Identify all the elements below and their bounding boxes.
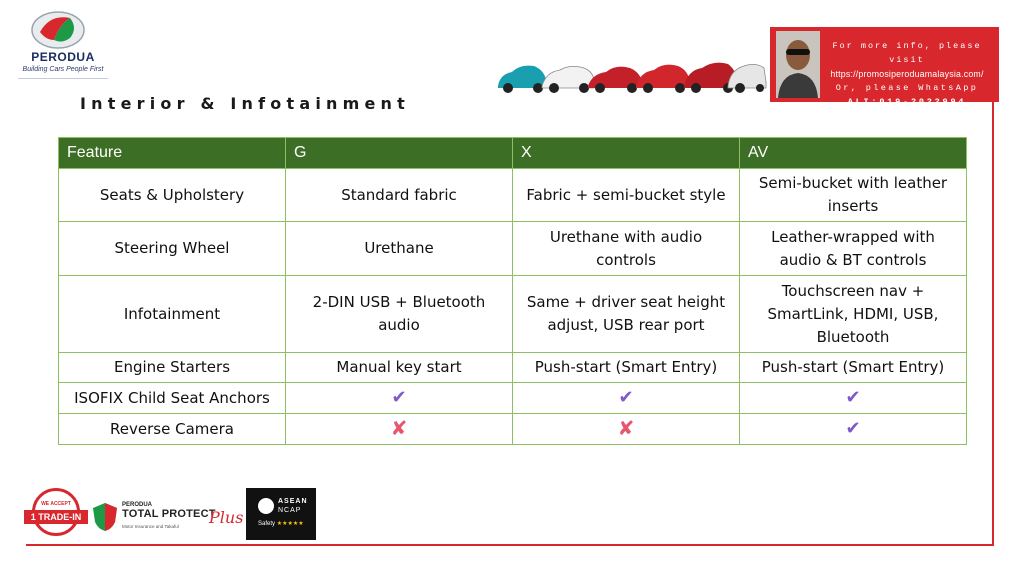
g-cell [286,414,513,445]
star-rating-icon: ★★★★★ [276,521,304,527]
logo-divider [18,78,108,79]
feature-cell: Infotainment [59,276,286,353]
table-row [59,222,967,276]
brand-tagline: Building Cars People First [22,66,104,73]
check-icon: ✔ [845,418,861,439]
shield-icon [92,502,118,532]
promo-line-whatsapp: Or, please WhatsApp [835,83,979,93]
promo-phone-number[interactable]: ALI:019-2022994 [847,97,967,107]
frame-line-right [992,102,994,546]
ncap-safety-label: Safety [258,521,276,527]
car-red-1 [588,67,642,93]
trade-in-badge [24,488,88,540]
g-cell [286,383,513,414]
feature-cell: Engine Starters [59,353,286,383]
x-cell: Same + driver seat height adjust, USB rear port [513,276,740,353]
promo-line-visit: For more info, please visit [832,41,982,65]
x-cell [513,383,740,414]
total-protect-label: TOTAL PROTECT [122,508,216,520]
total-protect-badge [92,502,252,538]
car-teal [498,66,546,93]
feature-cell: ISOFIX Child Seat Anchors [59,383,286,414]
car-lineup-image [496,56,768,96]
check-icon: ✔ [391,387,407,408]
av-cell: Semi-bucket with leather inserts [740,169,967,222]
trade-in-top-text: WE ACCEPT [41,501,71,507]
ncap-safety [258,520,304,527]
cross-icon: ✘ [617,415,635,440]
g-cell: Manual key start [286,353,513,383]
feature-cell: Steering Wheel [59,222,286,276]
ncap-asean: ASEAN [278,498,308,505]
page-title: Interior & Infotainment [80,94,410,113]
table-row [59,414,967,445]
spec-table [58,137,967,445]
total-protect-sub: Motor Insurance and Takaful [122,524,179,529]
header-av: AV [740,138,967,169]
header-g: G [286,138,513,169]
av-cell: Push-start (Smart Entry) [740,353,967,383]
av-cell: Leather-wrapped with audio & BT controls [740,222,967,276]
footer-badges [20,484,320,542]
check-icon: ✔ [618,387,634,408]
frame-line-bottom [26,544,994,546]
table-row [59,276,967,353]
g-cell: Urethane [286,222,513,276]
contact-promo-banner [770,27,999,107]
g-cell: 2-DIN USB + Bluetooth audio [286,276,513,353]
ncap-ncap: NCAP [278,507,302,514]
header-x: X [513,138,740,169]
x-cell: Push-start (Smart Entry) [513,353,740,383]
table-row [59,353,967,383]
feature-cell: Seats & Upholstery [59,169,286,222]
feature-cell: Reverse Camera [59,414,286,445]
ncap-circle-icon [258,498,274,514]
cross-icon: ✘ [390,415,408,440]
brand-name: PERODUA [31,50,95,64]
x-cell [513,414,740,445]
av-cell [740,414,967,445]
table-row [59,383,967,414]
total-protect-plus: Plus [209,508,244,527]
g-cell: Standard fabric [286,169,513,222]
x-cell: Fabric + semi-bucket style [513,169,740,222]
x-cell: Urethane with audio controls [513,222,740,276]
perodua-emblem-icon [30,10,86,50]
header-feature: Feature [59,138,286,169]
trade-in-label: 1 TRADE-IN [24,510,88,524]
av-cell: Touchscreen nav + SmartLink, HDMI, USB, Bluetooth [740,276,967,353]
total-protect-brand: PERODUA [122,502,153,508]
perodua-logo [14,8,109,86]
table-row [59,169,967,222]
asean-ncap-badge [246,488,316,540]
car-red-2 [636,65,690,93]
promo-website-link[interactable]: https://promosiperoduamalaysia.com/ [830,69,984,79]
av-cell [740,383,967,414]
table-header-row [59,138,967,169]
agent-avatar [776,31,820,98]
car-white [542,66,594,93]
check-icon: ✔ [845,387,861,408]
car-silver [728,64,766,93]
